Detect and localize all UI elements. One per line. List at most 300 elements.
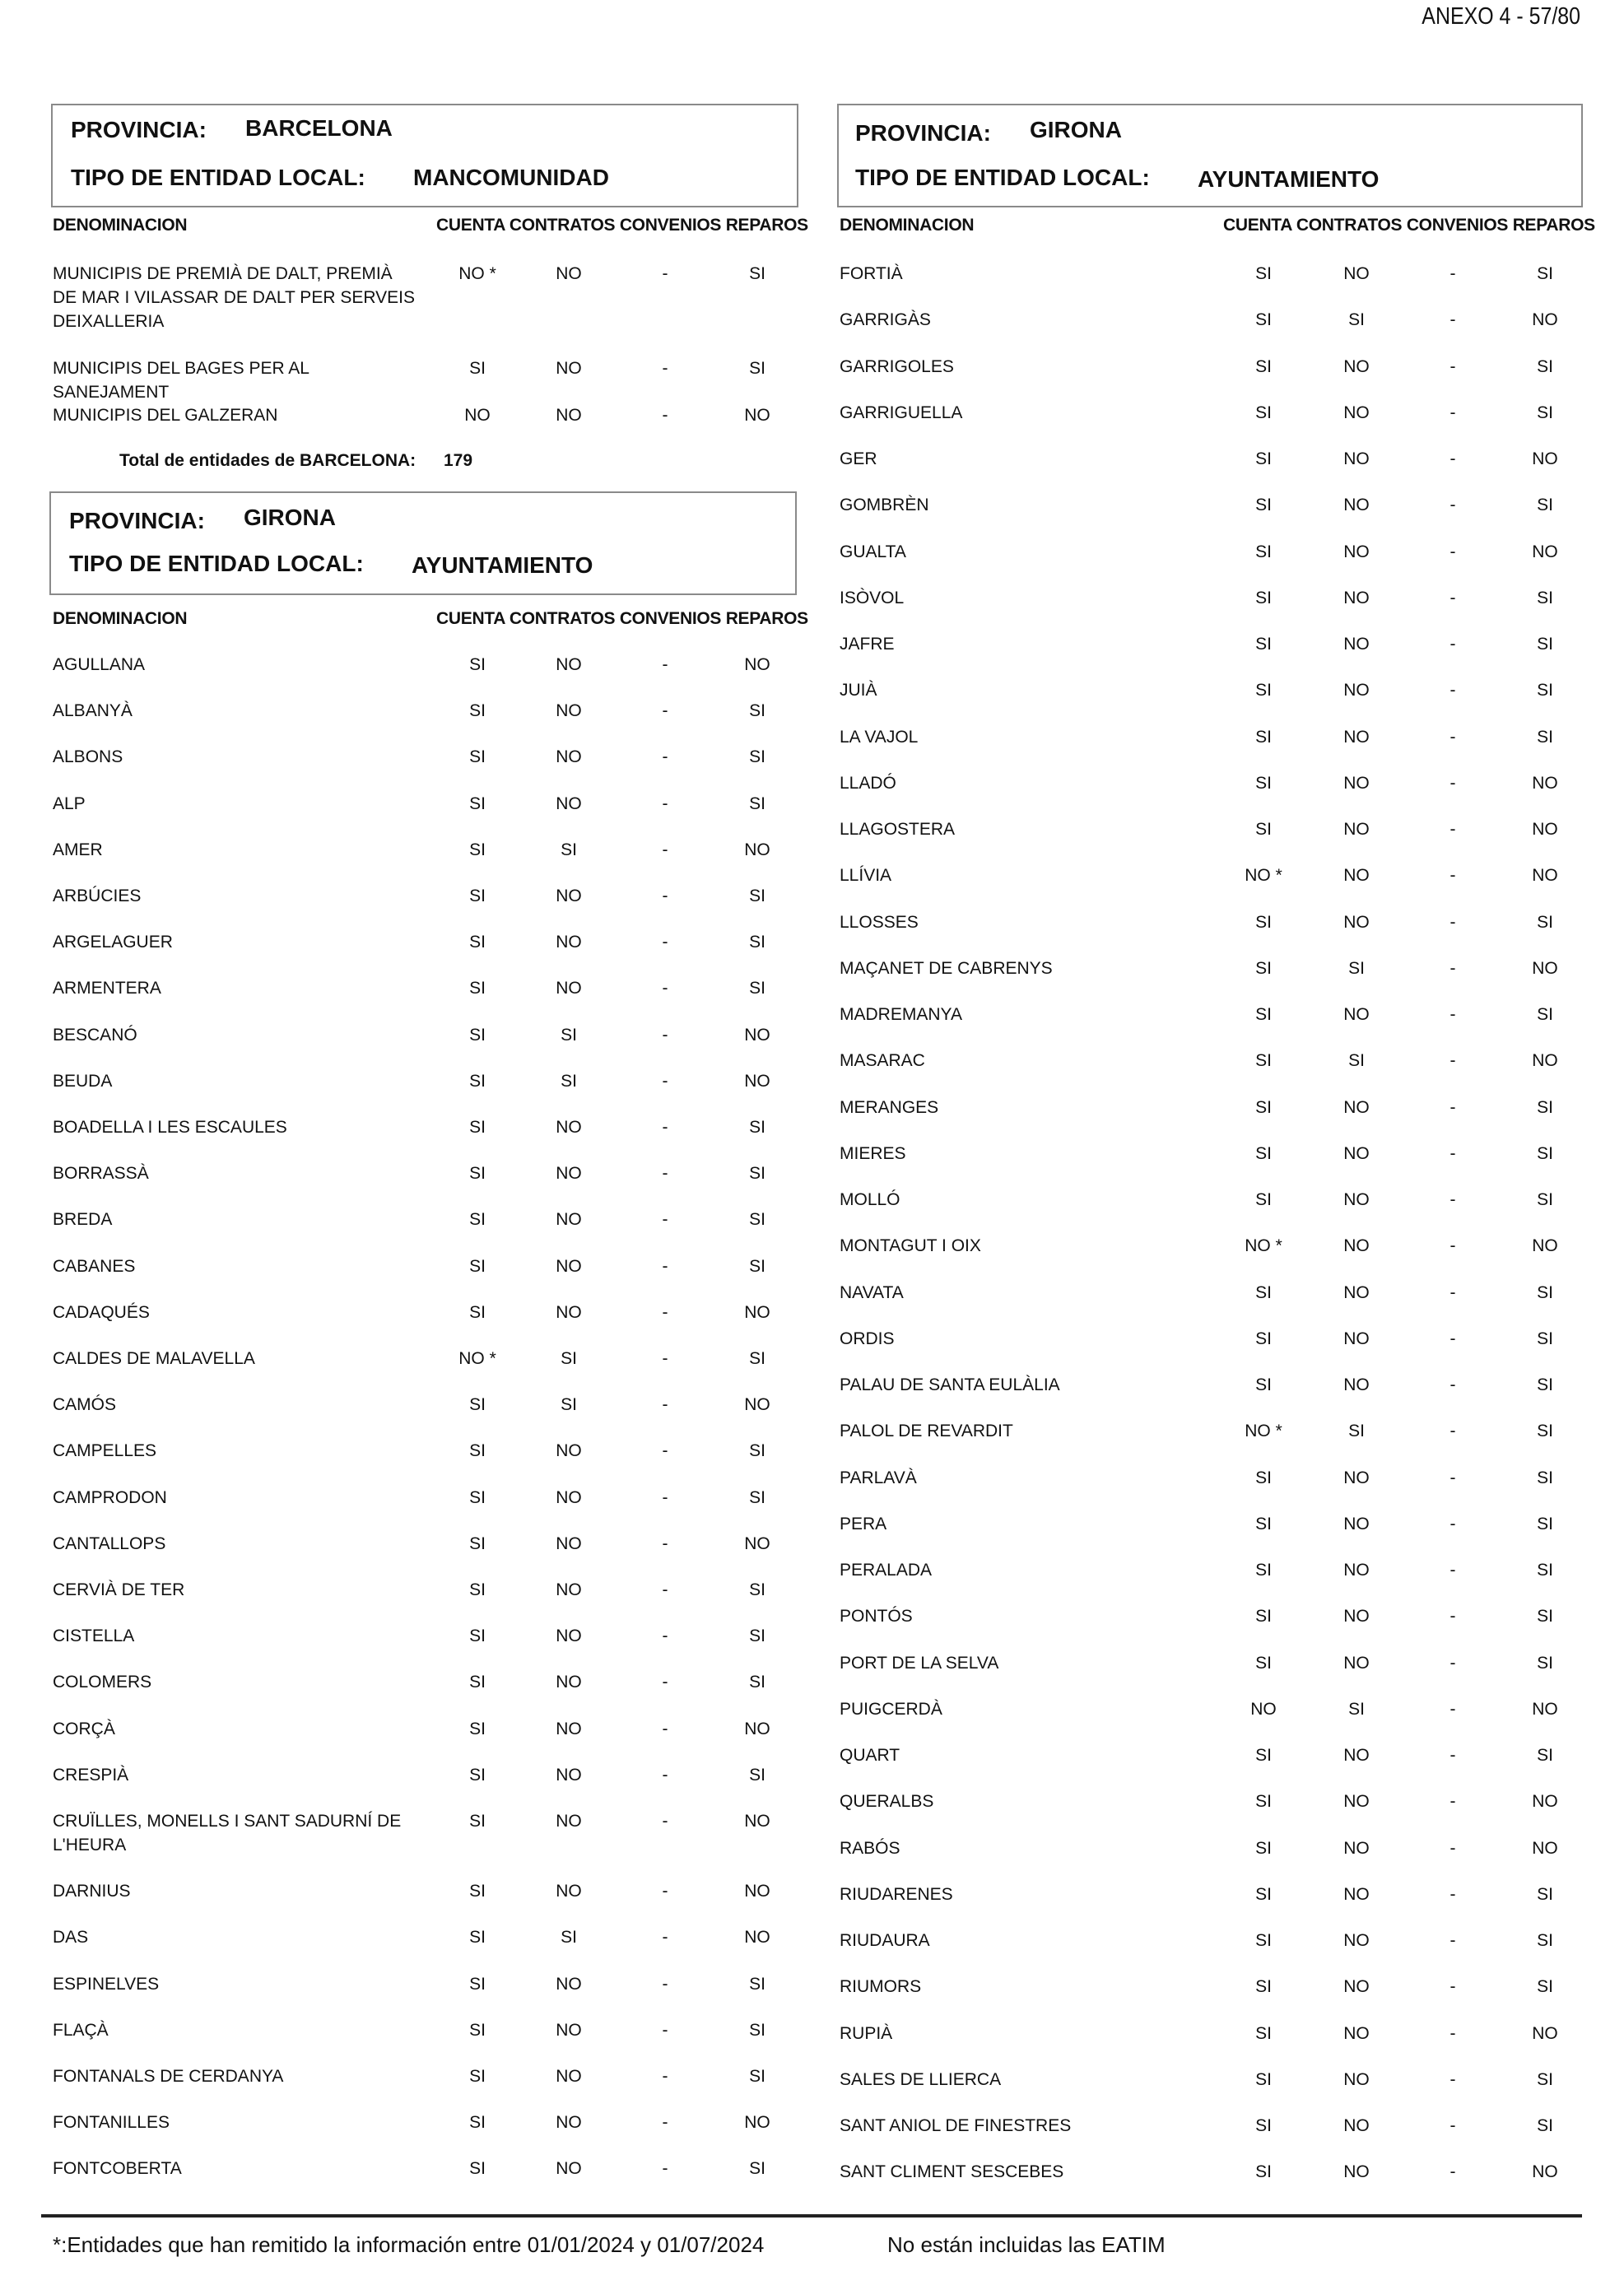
cell-contratos: NO [556,1118,582,1137]
table-row [840,1419,1580,1452]
cell-reparos: SI [1537,1190,1553,1209]
cell-contratos: NO [556,1164,582,1184]
cell-reparos: SI [749,1626,765,1646]
table-row [53,1809,793,1855]
entity-name: AGULLANA [53,655,146,674]
cell-cuenta: NO * [1245,1236,1282,1256]
cell-contratos: NO [1343,1607,1370,1626]
cell-contratos: SI [561,840,577,859]
entity-name: MOLLÓ [840,1190,900,1209]
cell-contratos: NO [1343,820,1370,839]
cell-contratos: SI [561,1071,577,1091]
col-denominacion: DENOMINACION [840,216,975,235]
table-row [840,308,1580,341]
cell-cuenta: SI [469,655,486,674]
cell-convenios: - [662,1025,668,1045]
table-row [840,355,1580,388]
entity-name: RABÓS [840,1838,900,1858]
cell-cuenta: SI [1255,958,1272,978]
cell-contratos: NO [1343,2162,1370,2182]
cell-cuenta: SI [469,1441,486,1461]
cell-reparos: NO [1532,449,1558,468]
cell-cuenta: SI [469,2067,486,2086]
header-box-barcelona [51,104,798,207]
cell-convenios: - [662,1349,668,1368]
cell-convenios: - [1450,912,1456,932]
cell-convenios: - [662,747,668,767]
cell-reparos: SI [749,2159,765,2179]
cell-convenios: - [662,1812,668,1831]
table-row [53,976,793,1009]
cell-contratos: NO [1343,1746,1370,1765]
entity-name: RUPIÀ [840,2023,893,2043]
table-row [53,2110,793,2143]
cell-reparos: SI [1537,1931,1553,1950]
entity-name: SANT ANIOL DE FINESTRES [840,2116,1072,2135]
cell-convenios: - [662,840,668,859]
cell-convenios: - [662,933,668,952]
cell-convenios: - [1450,1051,1456,1071]
cell-reparos: SI [1537,1468,1553,1487]
cell-contratos: NO [1343,449,1370,468]
tipo-label: TIPO DE ENTIDAD LOCAL: [71,165,365,190]
table-row [840,1558,1580,1591]
cell-contratos: NO [1343,1792,1370,1812]
footer-note: *:Entidades que han remitido la información entre 01/01/2024 y 01/07/2024 [53,2232,765,2257]
cell-contratos: NO [1343,1190,1370,1209]
cell-convenios: - [1450,2116,1456,2135]
cell-cuenta: SI [1255,1468,1272,1487]
cell-contratos: NO [1343,866,1370,886]
cell-convenios: - [1450,449,1456,468]
table-row [840,632,1580,665]
cell-contratos: NO [556,1580,582,1599]
entity-name: CAMPELLES [53,1441,157,1461]
cell-reparos: SI [1537,1329,1553,1348]
cell-reparos: NO [744,1533,770,1553]
cell-cuenta: SI [1255,1097,1272,1117]
entity-name: MADREMANYA [840,1005,962,1024]
entity-name: FONTCOBERTA [53,2159,182,2179]
cell-cuenta: SI [1255,1329,1272,1348]
cell-cuenta: SI [469,1487,486,1507]
cell-contratos: SI [1348,958,1365,978]
table-row [840,1234,1580,1267]
cell-convenios: - [662,1580,668,1599]
cell-convenios: - [662,406,668,425]
cell-convenios: - [662,2113,668,2133]
cell-cuenta: SI [1255,588,1272,607]
cell-reparos: SI [1537,1005,1553,1024]
cell-reparos: SI [749,1210,765,1230]
provincia-value: GIRONA [244,505,336,530]
cell-contratos: NO [556,655,582,674]
cell-contratos: NO [556,1765,582,1785]
cell-contratos: SI [1348,310,1365,330]
cell-convenios: - [1450,2069,1456,2089]
cell-cuenta: SI [469,2159,486,2179]
cell-reparos: SI [1537,1422,1553,1441]
cell-reparos: SI [749,933,765,952]
entity-name: PERALADA [840,1561,933,1580]
entity-name: ISÒVOL [840,588,905,607]
cell-contratos: NO [1343,1097,1370,1117]
entity-name: MERANGES [840,1097,939,1117]
col-contratos: CONTRATOS [509,609,616,628]
cell-contratos: NO [1343,1653,1370,1673]
cell-convenios: - [1450,2162,1456,2182]
cell-cuenta: NO * [458,264,496,283]
cell-cuenta: SI [1255,496,1272,515]
table-row [840,678,1580,711]
table-row [53,699,793,732]
cell-convenios: - [662,359,668,378]
entity-name: SANT CLIMENT SESCEBES [840,2162,1064,2182]
cell-cuenta: SI [469,1395,486,1415]
table-row [840,1142,1580,1175]
cell-cuenta: SI [1255,542,1272,561]
cell-contratos: NO [1343,912,1370,932]
cell-contratos: NO [1343,1236,1370,1256]
cell-cuenta: SI [1255,1282,1272,1302]
cell-cuenta: SI [1255,1884,1272,1904]
cell-contratos: NO [1343,403,1370,422]
entity-name: SALES DE LLIERCA [840,2069,1002,2089]
tipo-value: MANCOMUNIDAD [413,165,609,190]
total-value: 179 [443,451,473,470]
cell-reparos: SI [1537,496,1553,515]
cell-contratos: SI [1348,1699,1365,1719]
cell-convenios: - [662,1626,668,1646]
cell-contratos: SI [1348,1422,1365,1441]
total-barcelona [119,451,472,471]
cell-cuenta: SI [469,1626,486,1646]
cell-convenios: - [1450,1792,1456,1812]
cell-reparos: NO [1532,958,1558,978]
table-row [53,745,793,778]
cell-convenios: - [1450,310,1456,330]
cell-reparos: SI [749,2020,765,2040]
footer-eatim: No están incluidas las EATIM [887,2232,1166,2257]
cell-contratos: NO [1343,588,1370,607]
cell-contratos: NO [556,1974,582,1994]
cell-convenios: - [662,793,668,813]
cell-reparos: NO [1532,820,1558,839]
cell-contratos: NO [1343,1884,1370,1904]
table-row [53,1578,793,1611]
cell-cuenta: SI [1255,773,1272,793]
entity-name: NAVATA [840,1282,904,1302]
cell-contratos: NO [556,406,582,425]
cell-reparos: NO [744,840,770,859]
cell-cuenta: SI [469,933,486,952]
entity-name: QUART [840,1746,900,1765]
entity-name: CALDES DE MALAVELLA [53,1349,255,1368]
table-row [53,1347,793,1380]
entity-name: MUNICIPIS DEL GALZERAN [53,406,278,425]
cell-cuenta: SI [469,1256,486,1276]
cell-convenios: - [1450,1329,1456,1348]
table-row [840,1466,1580,1499]
cell-contratos: SI [561,1349,577,1368]
table-row [840,1096,1580,1129]
entity-name: BEUDA [53,1071,113,1091]
cell-convenios: - [662,1441,668,1461]
cell-contratos: NO [556,1719,582,1738]
table-row [840,1604,1580,1637]
entity-name: PERA [840,1514,887,1533]
cell-reparos: NO [1532,2162,1558,2182]
col-denominacion: DENOMINACION [53,609,188,628]
cell-reparos: SI [1537,1884,1553,1904]
table-row [840,1743,1580,1776]
cell-convenios: - [1450,1884,1456,1904]
cell-cuenta: SI [1255,727,1272,747]
entity-name: FORTIÀ [840,264,903,283]
cell-contratos: NO [556,1882,582,1901]
cell-contratos: NO [556,747,582,767]
cell-convenios: - [1450,1422,1456,1441]
cell-cuenta: SI [1255,356,1272,376]
table-row [53,403,793,436]
entity-name: MASARAC [840,1051,925,1071]
table-row [53,930,793,963]
cell-contratos: NO [1343,1838,1370,1858]
entity-name: DARNIUS [53,1882,131,1901]
entity-name: LLADÓ [840,773,896,793]
table-row [53,2064,793,2097]
entity-name: ARGELAGUER [53,933,173,952]
entity-name: CRESPIÀ [53,1765,129,1785]
cell-reparos: SI [749,1487,765,1507]
cell-contratos: NO [556,933,582,952]
cell-contratos: NO [556,701,582,721]
cell-cuenta: SI [469,979,486,998]
cell-contratos: NO [556,2067,582,2086]
cell-convenios: - [1450,1514,1456,1533]
cell-cuenta: SI [469,1812,486,1831]
cell-contratos: NO [556,979,582,998]
cell-reparos: NO [1532,1838,1558,1858]
table-row [840,1003,1580,1035]
cell-contratos: NO [1343,1514,1370,1533]
entity-name: RIUMORS [840,1977,922,1997]
cell-cuenta: SI [1255,1514,1272,1533]
entity-name: GARRIGOLES [840,356,954,376]
cell-reparos: NO [744,1071,770,1091]
cell-convenios: - [662,655,668,674]
cell-convenios: - [1450,1653,1456,1673]
entity-name: BREDA [53,1210,113,1230]
cell-convenios: - [662,1210,668,1230]
table-row [840,817,1580,850]
cell-reparos: NO [744,1025,770,1045]
entity-name: RIUDARENES [840,1884,953,1904]
cell-convenios: - [1450,635,1456,654]
table-row [840,1836,1580,1869]
col-contratos: CONTRATOS [509,216,616,235]
cell-reparos: SI [749,887,765,905]
cell-convenios: - [1450,1561,1456,1580]
cell-contratos: NO [1343,496,1370,515]
cell-reparos: SI [749,264,765,283]
cell-reparos: SI [1537,1977,1553,1997]
cell-convenios: - [1450,2023,1456,2043]
cell-convenios: - [662,1302,668,1322]
table-row [840,1929,1580,1962]
entity-name: ARBÚCIES [53,887,142,905]
cell-reparos: NO [1532,2023,1558,2043]
table-row [840,1049,1580,1082]
entity-name: CAMPRODON [53,1487,167,1507]
table-row [840,540,1580,573]
cell-convenios: - [662,1974,668,1994]
table-row [840,2114,1580,2147]
total-label: Total de entidades de BARCELONA: [119,451,416,470]
cell-contratos: NO [556,2113,582,2133]
entity-name: BOADELLA I LES ESCAULES [53,1118,287,1137]
entity-name: FONTANALS DE CERDANYA [53,2067,284,2086]
cell-contratos: SI [1348,1051,1365,1071]
cell-contratos: NO [1343,1375,1370,1394]
entity-name: JUIÀ [840,681,877,700]
cell-reparos: SI [1537,1143,1553,1163]
table-row [53,1439,793,1472]
table-row [53,1254,793,1287]
cell-contratos: NO [556,1626,582,1646]
cell-reparos: NO [1532,866,1558,886]
cell-cuenta: SI [469,1302,486,1322]
cell-convenios: - [662,979,668,998]
cell-convenios: - [1450,727,1456,747]
cell-contratos: NO [1343,1977,1370,1997]
cell-cuenta: SI [1255,1051,1272,1071]
tipo-value: AYUNTAMIENTO [1198,166,1380,192]
cell-cuenta: SI [1255,264,1272,283]
cell-reparos: SI [1537,635,1553,654]
cell-convenios: - [1450,1468,1456,1487]
cell-contratos: SI [561,1025,577,1045]
col-convenios: CONVENIOS [619,609,722,628]
entity-name: CABANES [53,1256,136,1276]
tipo-label: TIPO DE ENTIDAD LOCAL: [69,551,364,576]
cell-contratos: NO [556,2020,582,2040]
entity-name: PALOL DE REVARDIT [840,1422,1013,1441]
cell-cuenta: SI [469,747,486,767]
cell-convenios: - [1450,1977,1456,1997]
cell-cuenta: SI [1255,681,1272,700]
table-row [53,2018,793,2051]
cell-reparos: SI [1537,1607,1553,1626]
cell-cuenta: SI [469,1974,486,1994]
entity-name: CANTALLOPS [53,1533,166,1553]
cell-contratos: NO [1343,773,1370,793]
entity-name: QUERALBS [840,1792,934,1812]
cell-convenios: - [1450,403,1456,422]
table-row [53,356,793,402]
table-row [840,910,1580,943]
cell-reparos: SI [749,793,765,813]
table-row [53,1486,793,1519]
col-headers-group [436,609,808,629]
cell-reparos: NO [1532,310,1558,330]
cell-cuenta: SI [469,1580,486,1599]
cell-reparos: NO [1532,1051,1558,1071]
cell-convenios: - [662,2067,668,2086]
cell-contratos: NO [1343,1143,1370,1163]
cell-convenios: - [1450,1375,1456,1394]
cell-reparos: NO [744,655,770,674]
table-row [840,1373,1580,1406]
cell-cuenta: SI [1255,1792,1272,1812]
cell-reparos: SI [749,1765,765,1785]
cell-reparos: SI [749,1974,765,1994]
cell-convenios: - [1450,1236,1456,1256]
cell-cuenta: SI [469,2020,486,2040]
cell-cuenta: SI [1255,1190,1272,1209]
cell-cuenta: SI [469,359,486,378]
cell-cuenta: SI [469,840,486,859]
cell-convenios: - [1450,1699,1456,1719]
page-label: ANEXO 4 - 57/80 [1422,3,1580,30]
cell-contratos: NO [556,1533,582,1553]
cell-convenios: - [662,1118,668,1137]
cell-convenios: - [662,1533,668,1553]
cell-convenios: - [1450,820,1456,839]
cell-reparos: SI [1537,588,1553,607]
entity-name: MAÇANET DE CABRENYS [840,958,1053,978]
cell-contratos: NO [556,1441,582,1461]
cell-reparos: NO [1532,773,1558,793]
cell-convenios: - [1450,1282,1456,1302]
col-contratos: CONTRATOS [1296,216,1403,235]
table-row [840,725,1580,758]
provincia-label: PROVINCIA: [69,508,205,533]
cell-convenios: - [662,1395,668,1415]
table-row [840,586,1580,619]
table-row [53,1023,793,1056]
table-row [840,2160,1580,2193]
provincia-value: GIRONA [1030,117,1122,142]
entity-name: CADAQUÉS [53,1302,150,1322]
cell-convenios: - [1450,1190,1456,1209]
header-box-girona-left [49,491,797,595]
cell-cuenta: SI [1255,449,1272,468]
cell-convenios: - [1450,1607,1456,1626]
cell-cuenta: SI [1255,1607,1272,1626]
cell-reparos: SI [1537,1375,1553,1394]
table-row [53,1972,793,2005]
provincia-value: BARCELONA [245,115,393,141]
table-row [53,1925,793,1958]
table-row [53,1393,793,1426]
cell-contratos: NO [1343,1005,1370,1024]
cell-convenios: - [662,1928,668,1948]
cell-reparos: SI [1537,1746,1553,1765]
table-row [840,1651,1580,1684]
table-row [53,1624,793,1657]
entity-name: BORRASSÀ [53,1164,149,1184]
cell-cuenta: SI [1255,310,1272,330]
entity-name: PARLAVÀ [840,1468,917,1487]
table-row [840,1789,1580,1822]
entity-name: PALAU DE SANTA EULÀLIA [840,1375,1060,1394]
cell-cuenta: SI [1255,820,1272,839]
header-box-girona-right [837,104,1583,207]
cell-reparos: NO [744,1882,770,1901]
table-row [840,1882,1580,1915]
table-row [840,493,1580,526]
